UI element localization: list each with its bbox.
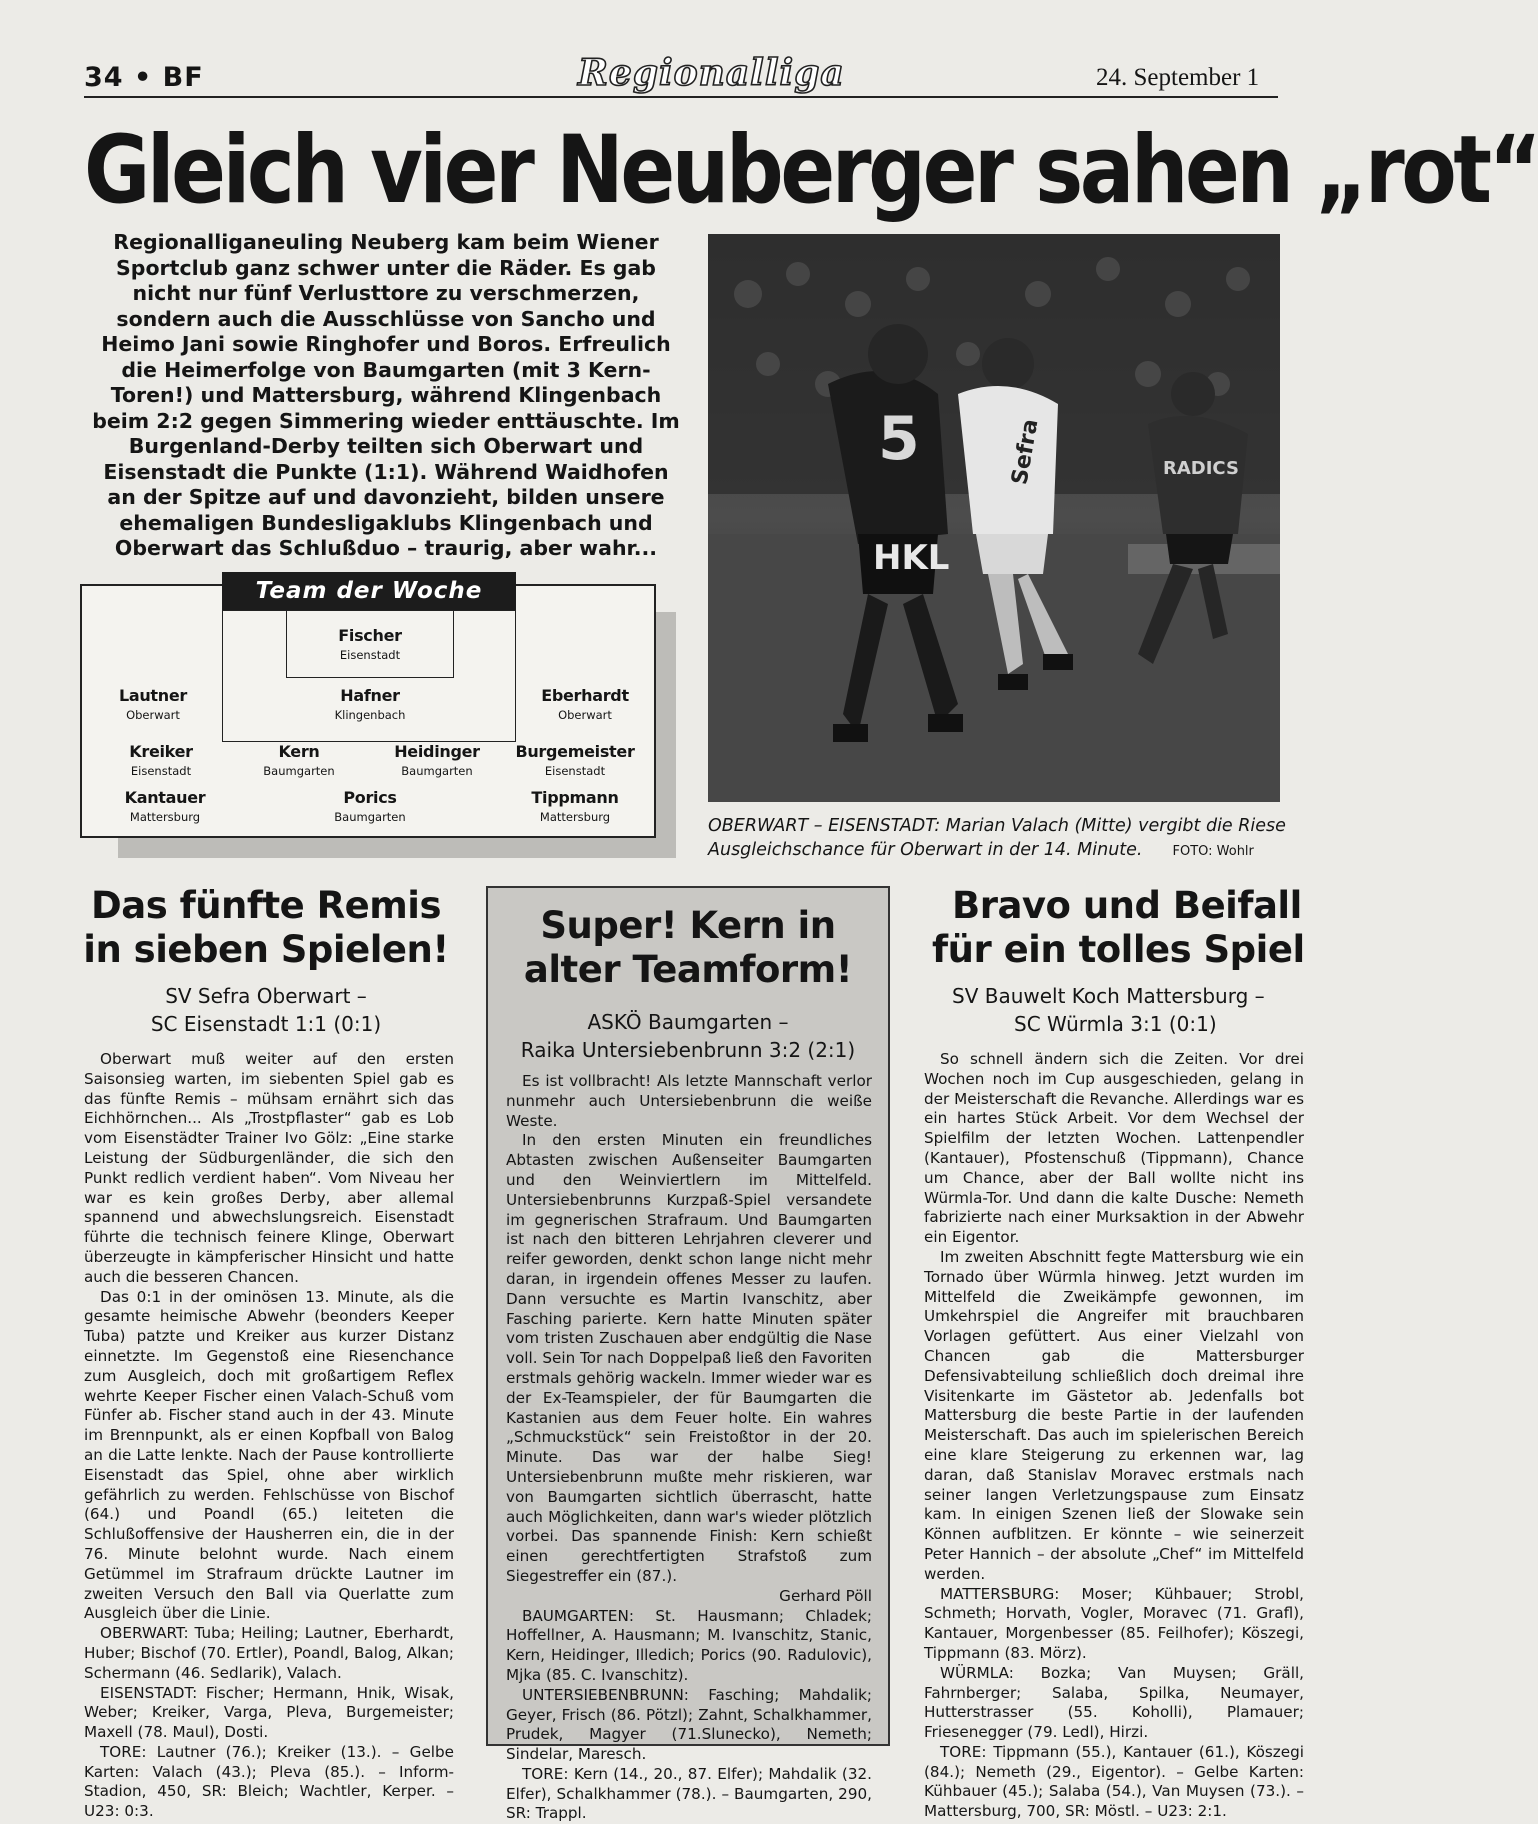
article-2-paragraph: In den ersten Minuten ein freundliches Abtasten zwischen Außenseiter Baumgarten und den Weinviertlern im Mittelfeld. Untersiebenbrunns Kurzpaß-Spiel versandete im gegnerischen Strafraum. Und Baumgarten ist nach den bitteren Lehrjahren cleverer und reifer geworden, denkt schon lange nicht mehr daran, in irgendein offenes Messer zu laufen. Dann versuchte es Martin Ivanschitz, aber Fasching parierte. Kern hatte Minuten später vom tristen Zuschauen aber endgültig die Nase voll. Sein Tor nach Doppelpaß ließ den Favoriten erstmals gehörig wackeln. Immer wieder war es der Ex-Teamspieler, der für Baumgarten die Kastanien aus dem Feuer holte. Ein wahres „Schmuckstück“ sein Freistoßtor in der 20. Minute. Das war der halbe Sieg! Untersiebenbrunn mußte mehr riskieren, war von Baumgarten sichtlich überrascht, hatte auch Möglichkeiten, dann war's wieder plötzlich vorbei. Das spannende Finish: Kern schießt einen gerechtfertigten Strafstoß zum Siegestreffer ein (87.). [506,1131,872,1585]
shirt-sponsor-right: RADICS [1163,458,1239,479]
article-2-body [506,1072,872,1824]
article-2-lineup-home: BAUMGARTEN: St. Hausmann; Chladek; Hoffellner, A. Hausmann; M. Ivanschitz, Stanic, Kern, Heidinger, Illedich; Porics (90. Radulovic), Mjka (85. C. Ivanschitz). [506,1606,872,1684]
player-right-back: Eberhardt Oberwart [541,686,629,722]
article-1-subtitle: SV Sefra Oberwart – SC Eisenstadt 1:1 (0:1) [150,984,382,1036]
player-forward-left: Kantauer Mattersburg [124,788,206,824]
match-photo-image [708,234,1280,802]
article-1-paragraph: Das 0:1 in der ominösen 13. Minute, als die gesamte heimische Abwehr (beonders Keeper Tuba) patzte und Kreiker aus kurzer Distanz einnetzte. Im Gegenstoß eine Riesenchance zum Ausgleich, doch mit großartigem Reflex wehrte Keeper Fischer einen Valach-Schuß vom Fünfer ab. Fischer stand auch in der 43. Minute im Brennpunkt, als er einen Kopfball von Balog an die Latte lenkte. Nach der Pause kontrollierte Eisenstadt das Spiel, ohne aber wirklich gefährlich zu werden. Fehlschüsse von Bischof (64.) und Poandl (65.) leiteten die Schlußoffensive der Hausherren ein, die in der 76. Minute belohnt wurde. Nach einem Getümmel im Strafraum drückte Lautner im zweiten Versuch den Ball via Querlatte zum Ausgleich über die Linie. [84,1287,454,1623]
article-3-paragraph: Im zweiten Abschnitt fegte Mattersburg wie ein Tornado über Würmla hinweg. Jetzt wurden im Mittelfeld die Zweikämpfe gewonnen, im Umkehrspiel die Angreifer mit brauchbaren Vorlagen gefüttert. Aus einer Vielzahl von Chancen gab die Mattersburger Defensivabteilung schließlich doch dreimal ihre Visitenkarte im Gästetor ab. Jedenfalls bot Mattersburg die beste Partie in der laufenden Meisterschaft. Das auch im spielerischen Bereich eine klare Steigerung zu erkennen war, lag daran, daß Stanislav Moravec erstmals nach seiner langen Verletzungspause zum Einsatz kam. In einigen Szenen ließ der Slowake sein Können aufblitzen. Er könnte – wie seinerzeit Peter Hannich – der absolute „Chef“ im Mittelfeld werden. [924,1247,1304,1583]
match-photo [708,234,1280,802]
caption-line-2: Ausgleichschance für Oberwart in der 14. Minute. [708,840,1143,860]
section-title: Regionalliga [578,52,845,94]
page-number: 34 • BF [84,62,204,93]
article-1-lineup-away: EISENSTADT: Fischer; Hermann, Hnik, Wisak, Weber; Kreiker, Varga, Pleva, Burgemeister; Maxell (78. Maul), Dosti. [84,1683,454,1742]
shirt-sponsor: Sefra [1007,417,1044,487]
article-3-goals: TORE: Tippmann (55.), Kantauer (61.), Köszegi (84.); Nemeth (29., Eigentor). – Gelbe Karten: Kühbauer (45.); Salaba (54.), Van Muysen (73.). – Mattersburg, 700, SR: Möstl. – U23: 2:1. [924,1742,1304,1821]
article-1-goals: TORE: Lautner (76.); Kreiker (13.). – Gelbe Karten: Valach (43.); Pleva (85.). – Inform-Stadion, 450, SR: Bleich; Wachtler, Kerper. – U23: 0:3. [84,1742,454,1821]
article-3-lineup-away: WÜRMLA: Bozka; Van Muysen; Gräll, Fahrnberger; Salaba, Spilka, Neumayer, Hutterstrasser (55. Koholli), Plamauer; Friesenegger (79. Ledl), Hirzi. [924,1663,1304,1742]
player-goalkeeper: Fischer Eisenstadt [338,626,402,662]
team-der-woche-title: Team der Woche [222,572,516,610]
article-3-lineup-home: MATTERSBURG: Moser; Kühbauer; Strobl, Schmeth; Horvath, Vogler, Moravec (71. Grafl), Kantauer, Morgenbesser (85. Feilhofer); Köszegi, Tippmann (83. Mörz). [924,1584,1304,1662]
jersey-number: 5 [878,404,920,474]
photo-caption [708,814,1288,864]
player-forward-right: Tippmann Mattersburg [531,788,619,824]
article-2-title: Super! Kern in alter Teamform! [523,904,853,991]
header-rule [84,96,1278,98]
article-3-paragraph: So schnell ändern sich die Zeiten. Vor drei Wochen noch im Cup ausgeschieden, gelang in der Meisterschaft die Revanche. Allerdings war es ein hartes Stück Arbeit. Vor dem Wechsel der Spielfilm der letzten Wochen. Lattenpendler (Kantauer), Pfostenschuß (Tippmann), Chance um Chance, aber der Ball wollte nicht ins Würmla-Tor. Und dann die kalte Dusche: Nemeth fabrizierte nach einer Murksaktion in der Abwehr ein Eigentor. [924,1050,1304,1247]
shorts-text: HKL [873,538,950,578]
article-2-lineup-away: UNTERSIEBENBRUNN: Fasching; Mahdalik; Geyer, Frisch (86. Pötzl); Zahnt, Schalkhammer, Prudek, Magyer (71.Slunecko), Nemeth; Sindelar, Maresch. [506,1685,872,1764]
player-mid-center-left: Kern Baumgarten [263,742,335,778]
lead-paragraph: Regionalliganeuling Neuberg kam beim Wiener Sportclub ganz schwer unter die Räder. Es gab nicht nur fünf Verlusttore zu verschmerzen, sondern auch die Ausschlüsse von Sancho und Heimo Jani sowie Ringhofer und Boros. Erfreulich die Heimerfolge von Baumgarten (mit 3 Kern-Toren!) und Mattersburg, während Klingenbach beim 2:2 gegen Simmering wieder enttäuschte. Im Burgenland-Derby teilten sich Oberwart und Eisenstadt die Punkte (1:1). Während Waidhofen an der Spitze auf und davonzieht, bilden unsere ehemaligen Bundesligaklubs Klingenbach und Oberwart das Schlußduo – traurig, aber wahr... [92,230,680,560]
article-1-title: Das fünfte Remis in sieben Spielen! [83,884,449,971]
player-mid-right: Burgemeister Eisenstadt [515,742,635,778]
player-libero: Hafner Klingenbach [334,686,406,722]
player-forward-center: Porics Baumgarten [334,788,406,824]
main-headline: Gleich vier Neuberger sahen „rot“ [84,116,1538,225]
article-2-paragraph: Es ist vollbracht! Als letzte Mannschaft verlor nunmehr auch Untersiebenbrunn die weiße Weste. [506,1072,872,1130]
caption-line-1: OBERWART – EISENSTADT: Marian Valach (Mitte) vergibt die Riese [708,816,1286,836]
article-1-lineup-home: OBERWART: Tuba; Heiling; Lautner, Eberhardt, Huber; Bischof (70. Ertler), Poandl, Balog, Alkan; Schermann (46. Sedlarik), Valach. [84,1624,454,1682]
article-1-body [84,1050,454,1822]
player-mid-center-right: Heidinger Baumgarten [394,742,480,778]
article-2-subtitle: ASKÖ Baumgarten – Raika Untersiebenbrunn 3:2 (2:1) [520,1010,856,1062]
player-mid-left: Kreiker Eisenstadt [129,742,193,778]
article-2-goals: TORE: Kern (14., 20., 87. Elfer); Mahdalik (32. Elfer), Schalkhammer (78.). – Baumgarten, 290, SR: Trappl. [506,1764,872,1823]
article-3-subtitle: SV Bauwelt Koch Mattersburg – SC Würmla 3:1 (0:1) [952,984,1265,1036]
article-2-author: Gerhard Pöll [779,1586,872,1605]
article-3-body [924,1050,1304,1821]
article-3-title: Bravo und Beifall für ein tolles Spiel [932,884,1305,971]
player-left-back: Lautner Oberwart [118,686,188,722]
article-1-paragraph: Oberwart muß weiter auf den ersten Saisonsieg warten, im siebenten Spiel gab es das fünfte Remis – mühsam ernährt sich das Eichhörnchen... Als „Trostpflaster“ gab es Lob vom Eisenstädter Trainer Ivo Gölz: „Eine starke Leistung der Südburgenländer, die sich den Punkt redlich verdient haben“. Vom Niveau her war es kein großes Derby, aber allemal spannend und abwechslungsreich. Eisenstadt führte die technisch feinere Klinge, Oberwart überzeugte in kämpferischer Hinsicht und hatte auch die besseren Chancen. [84,1050,454,1286]
issue-date: 24. September 1 [1096,64,1260,91]
photo-credit: FOTO: Wohlr [1172,844,1254,859]
